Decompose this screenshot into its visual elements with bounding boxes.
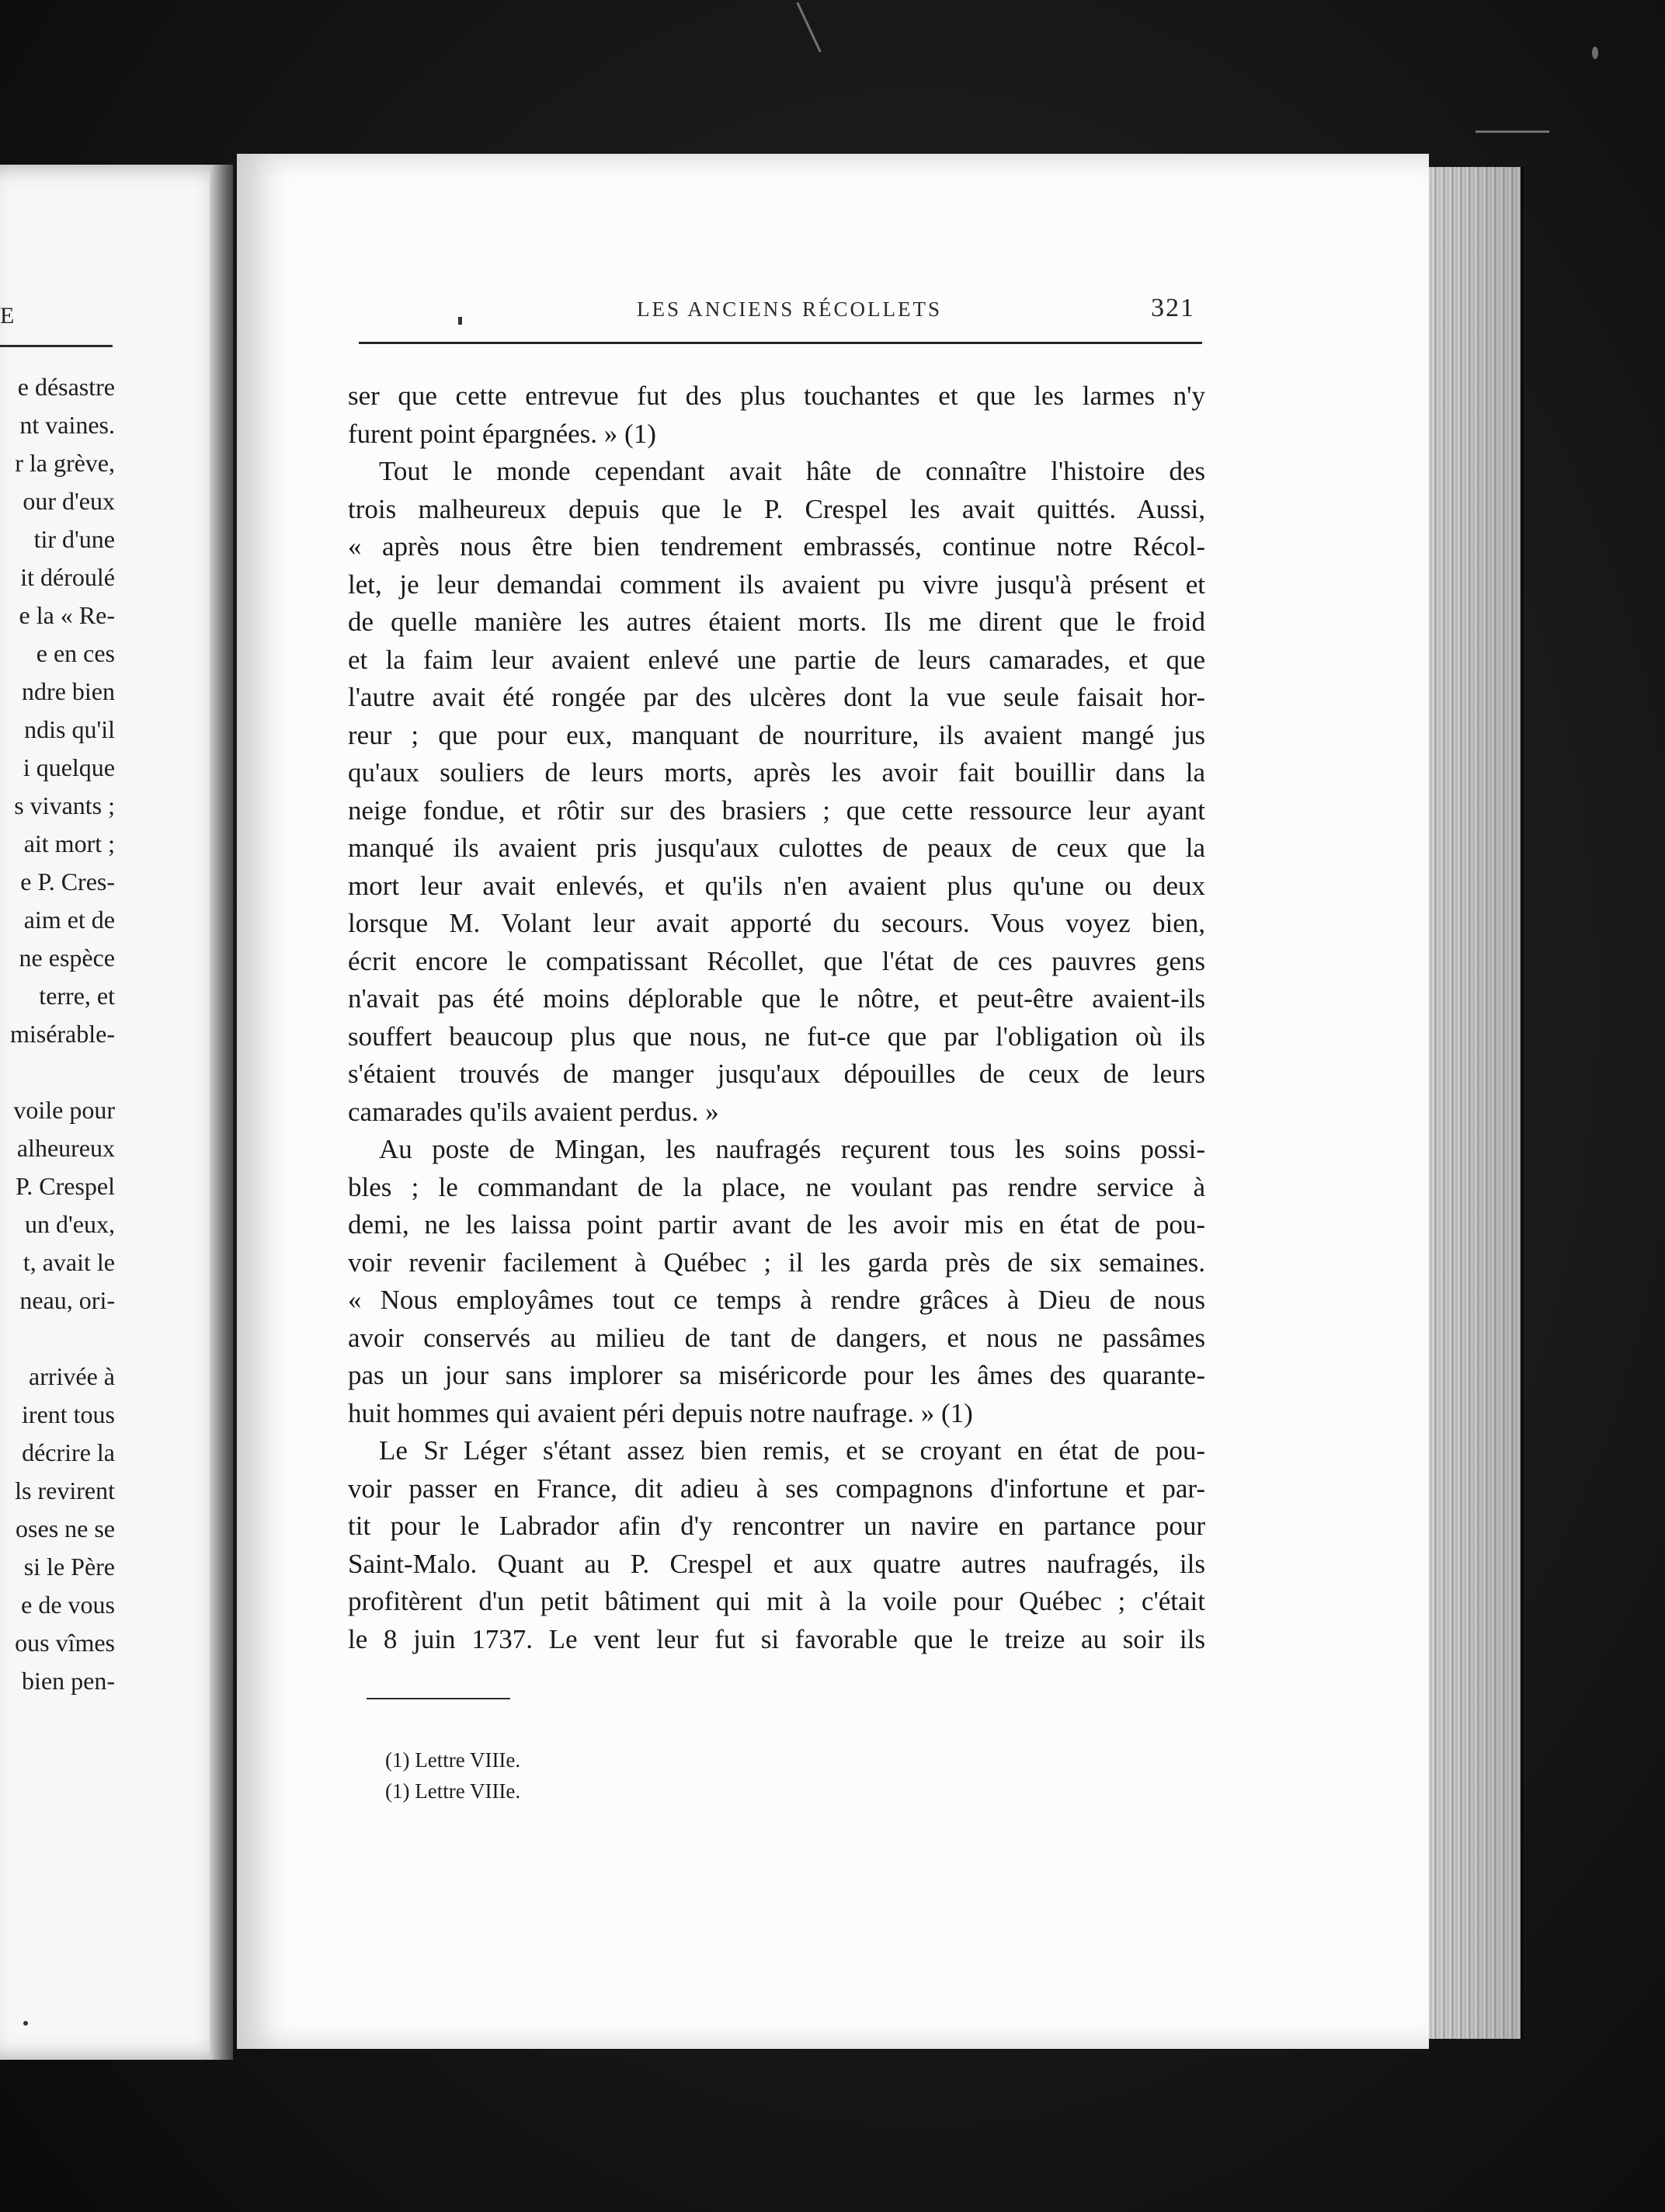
text-line: ser que cette entrevue fut des plus touchantes et que les larmes n'y <box>348 381 1205 411</box>
left-line: arrivée à <box>28 1362 115 1390</box>
text-line: Saint-Malo. Quant au P. Crespel et aux quatre autres naufragés, ils <box>348 1548 1205 1579</box>
film-scratch <box>1592 47 1598 59</box>
text-line: reur ; que pour eux, manquant de nourriture, ils avaient mangé jus <box>348 719 1205 750</box>
running-head: LES ANCIENS RÉCOLLETS <box>637 297 943 321</box>
text-line: voir passer en France, dit adieu à ses compagnons d'infortune et par- <box>348 1473 1205 1504</box>
speck <box>458 317 462 325</box>
text-line: Tout le monde cependant avait hâte de connaître l'histoire des <box>379 456 1205 486</box>
left-line: un d'eux, <box>25 1210 115 1238</box>
left-line: bien pen- <box>22 1667 115 1695</box>
left-line: ndre bien <box>22 677 115 705</box>
text-line: pas un jour sans implorer sa miséricorde pour les âmes des quarante- <box>348 1360 1205 1390</box>
footnote-rule <box>367 1698 510 1699</box>
text-line: neige fondue, et rôtir sur des brasiers ; que cette ressource leur ayant <box>348 795 1205 826</box>
text-line: demi, ne les laissa point partir avant de les avoir mis en état de pou- <box>348 1209 1205 1240</box>
left-line: aim et de <box>23 906 115 934</box>
left-line: ous vîmes <box>15 1629 115 1657</box>
text-line: Le Sr Léger s'étant assez bien remis, et se croyant en état de pou- <box>379 1435 1205 1466</box>
left-line: ls revirent <box>15 1476 115 1504</box>
left-line: ait mort ; <box>23 830 115 857</box>
text-line: avoir conservés au milieu de tant de dangers, et nous ne passâmes <box>348 1322 1205 1353</box>
text-line: lorsque M. Volant leur avait apporté du secours. Vous voyez bien, <box>348 908 1205 938</box>
left-line: misérable- <box>9 1020 115 1048</box>
left-line: neau, ori- <box>19 1286 115 1314</box>
text-line: « après nous être bien tendrement embrassés, continue notre Récol- <box>348 531 1205 562</box>
book-gutter-shadow <box>210 165 233 2060</box>
text-line: s'étaient trouvés de manger jusqu'aux dépouilles de ceux de leurs <box>348 1059 1205 1089</box>
left-line: terre, et <box>39 982 115 1010</box>
left-line: r la grève, <box>15 449 115 477</box>
left-running-head-fragment: E <box>0 303 16 329</box>
left-line: i quelque <box>23 753 115 781</box>
left-page <box>0 165 233 2060</box>
text-line: tit pour le Labrador afin d'y rencontrer un navire en partance pour <box>348 1511 1205 1541</box>
left-line: s vivants ; <box>14 791 115 819</box>
left-line: voile pour <box>13 1096 115 1124</box>
text-line: n'avait pas été moins déplorable que le nôtre, et peut-être avaient-ils <box>348 983 1205 1014</box>
left-line: alheureux <box>16 1134 115 1162</box>
text-line: camarades qu'ils avaient perdus. » <box>348 1096 719 1127</box>
text-line: de quelle manière les autres étaient morts. Ils me dirent que le froid <box>348 607 1205 637</box>
body-text <box>348 377 1205 1658</box>
left-header-rule <box>0 345 113 347</box>
left-line: si le Père <box>23 1553 115 1581</box>
left-line: décrire la <box>22 1438 115 1466</box>
left-line: e P. Cres- <box>20 868 115 896</box>
footnote: (1) Lettre VIIIe. <box>385 1748 521 1772</box>
text-line: voir revenir facilement à Québec ; il les garda près de six semaines. <box>348 1247 1205 1278</box>
footnote: (1) Lettre VIIIe. <box>385 1779 521 1803</box>
left-line: e de vous <box>21 1591 115 1619</box>
text-line: Au poste de Mingan, les naufragés reçurent tous les soins possi- <box>379 1134 1205 1164</box>
film-scratch <box>1476 130 1549 133</box>
left-line: irent tous <box>22 1400 115 1428</box>
text-line: trois malheureux depuis que le P. Crespel les avait quittés. Aussi, <box>348 493 1205 524</box>
left-line: tir d'une <box>33 525 115 553</box>
page-number: 321 <box>1151 294 1195 322</box>
left-line <box>0 1053 115 1091</box>
speck <box>23 2021 28 2026</box>
text-line: bles ; le commandant de la place, ne voulant pas rendre service à <box>348 1171 1205 1202</box>
text-line: le 8 juin 1737. Le vent leur fut si favorable que le treize au soir ils <box>348 1623 1205 1654</box>
left-line: our d'eux <box>23 487 115 515</box>
text-line: qu'aux souliers de leurs morts, après les avoir fait bouillir dans la <box>348 757 1205 788</box>
left-line: oses ne se <box>16 1515 115 1542</box>
left-page-text <box>0 368 115 1700</box>
left-line: e désastre <box>17 373 115 401</box>
text-line: et la faim leur avaient enlevé une partie de leurs camarades, et que <box>348 644 1205 675</box>
text-line: profitèrent d'un petit bâtiment qui mit à la voile pour Québec ; c'était <box>348 1586 1205 1616</box>
text-line: mort leur avait enlevés, et qu'ils n'en avaient plus qu'une ou deux <box>348 870 1205 901</box>
text-line: écrit encore le compatissant Récollet, que l'état de ces pauvres gens <box>348 945 1205 976</box>
text-line: l'autre avait été rongée par des ulcères dont la vue seule faisait hor- <box>348 682 1205 712</box>
text-line: souffert beaucoup plus que nous, ne fut-ce que par l'obligation où ils <box>348 1021 1205 1052</box>
text-line: furent point épargnées. » (1) <box>348 418 656 449</box>
text-line: let, je leur demandai comment ils avaient pu vivre jusqu'à présent et <box>348 569 1205 600</box>
header-rule <box>359 342 1202 344</box>
left-line: e en ces <box>36 639 115 667</box>
footnotes <box>385 1744 520 1807</box>
left-line: t, avait le <box>23 1248 115 1276</box>
text-line: « Nous employâmes tout ce temps à rendre grâces à Dieu de nous <box>348 1285 1205 1315</box>
left-line: P. Crespel <box>16 1172 115 1200</box>
text-line: manqué ils avaient pris jusqu'aux culottes de peaux de ceux que la <box>348 833 1205 863</box>
left-line: e la « Re- <box>19 601 115 629</box>
left-line: ne espèce <box>19 944 115 972</box>
text-line: huit hommes qui avaient péri depuis notre naufrage. » (1) <box>348 1397 973 1428</box>
left-line <box>0 1320 115 1358</box>
left-line: it déroulé <box>20 563 115 591</box>
left-line: ndis qu'il <box>24 715 115 743</box>
left-line: nt vaines. <box>19 411 115 439</box>
